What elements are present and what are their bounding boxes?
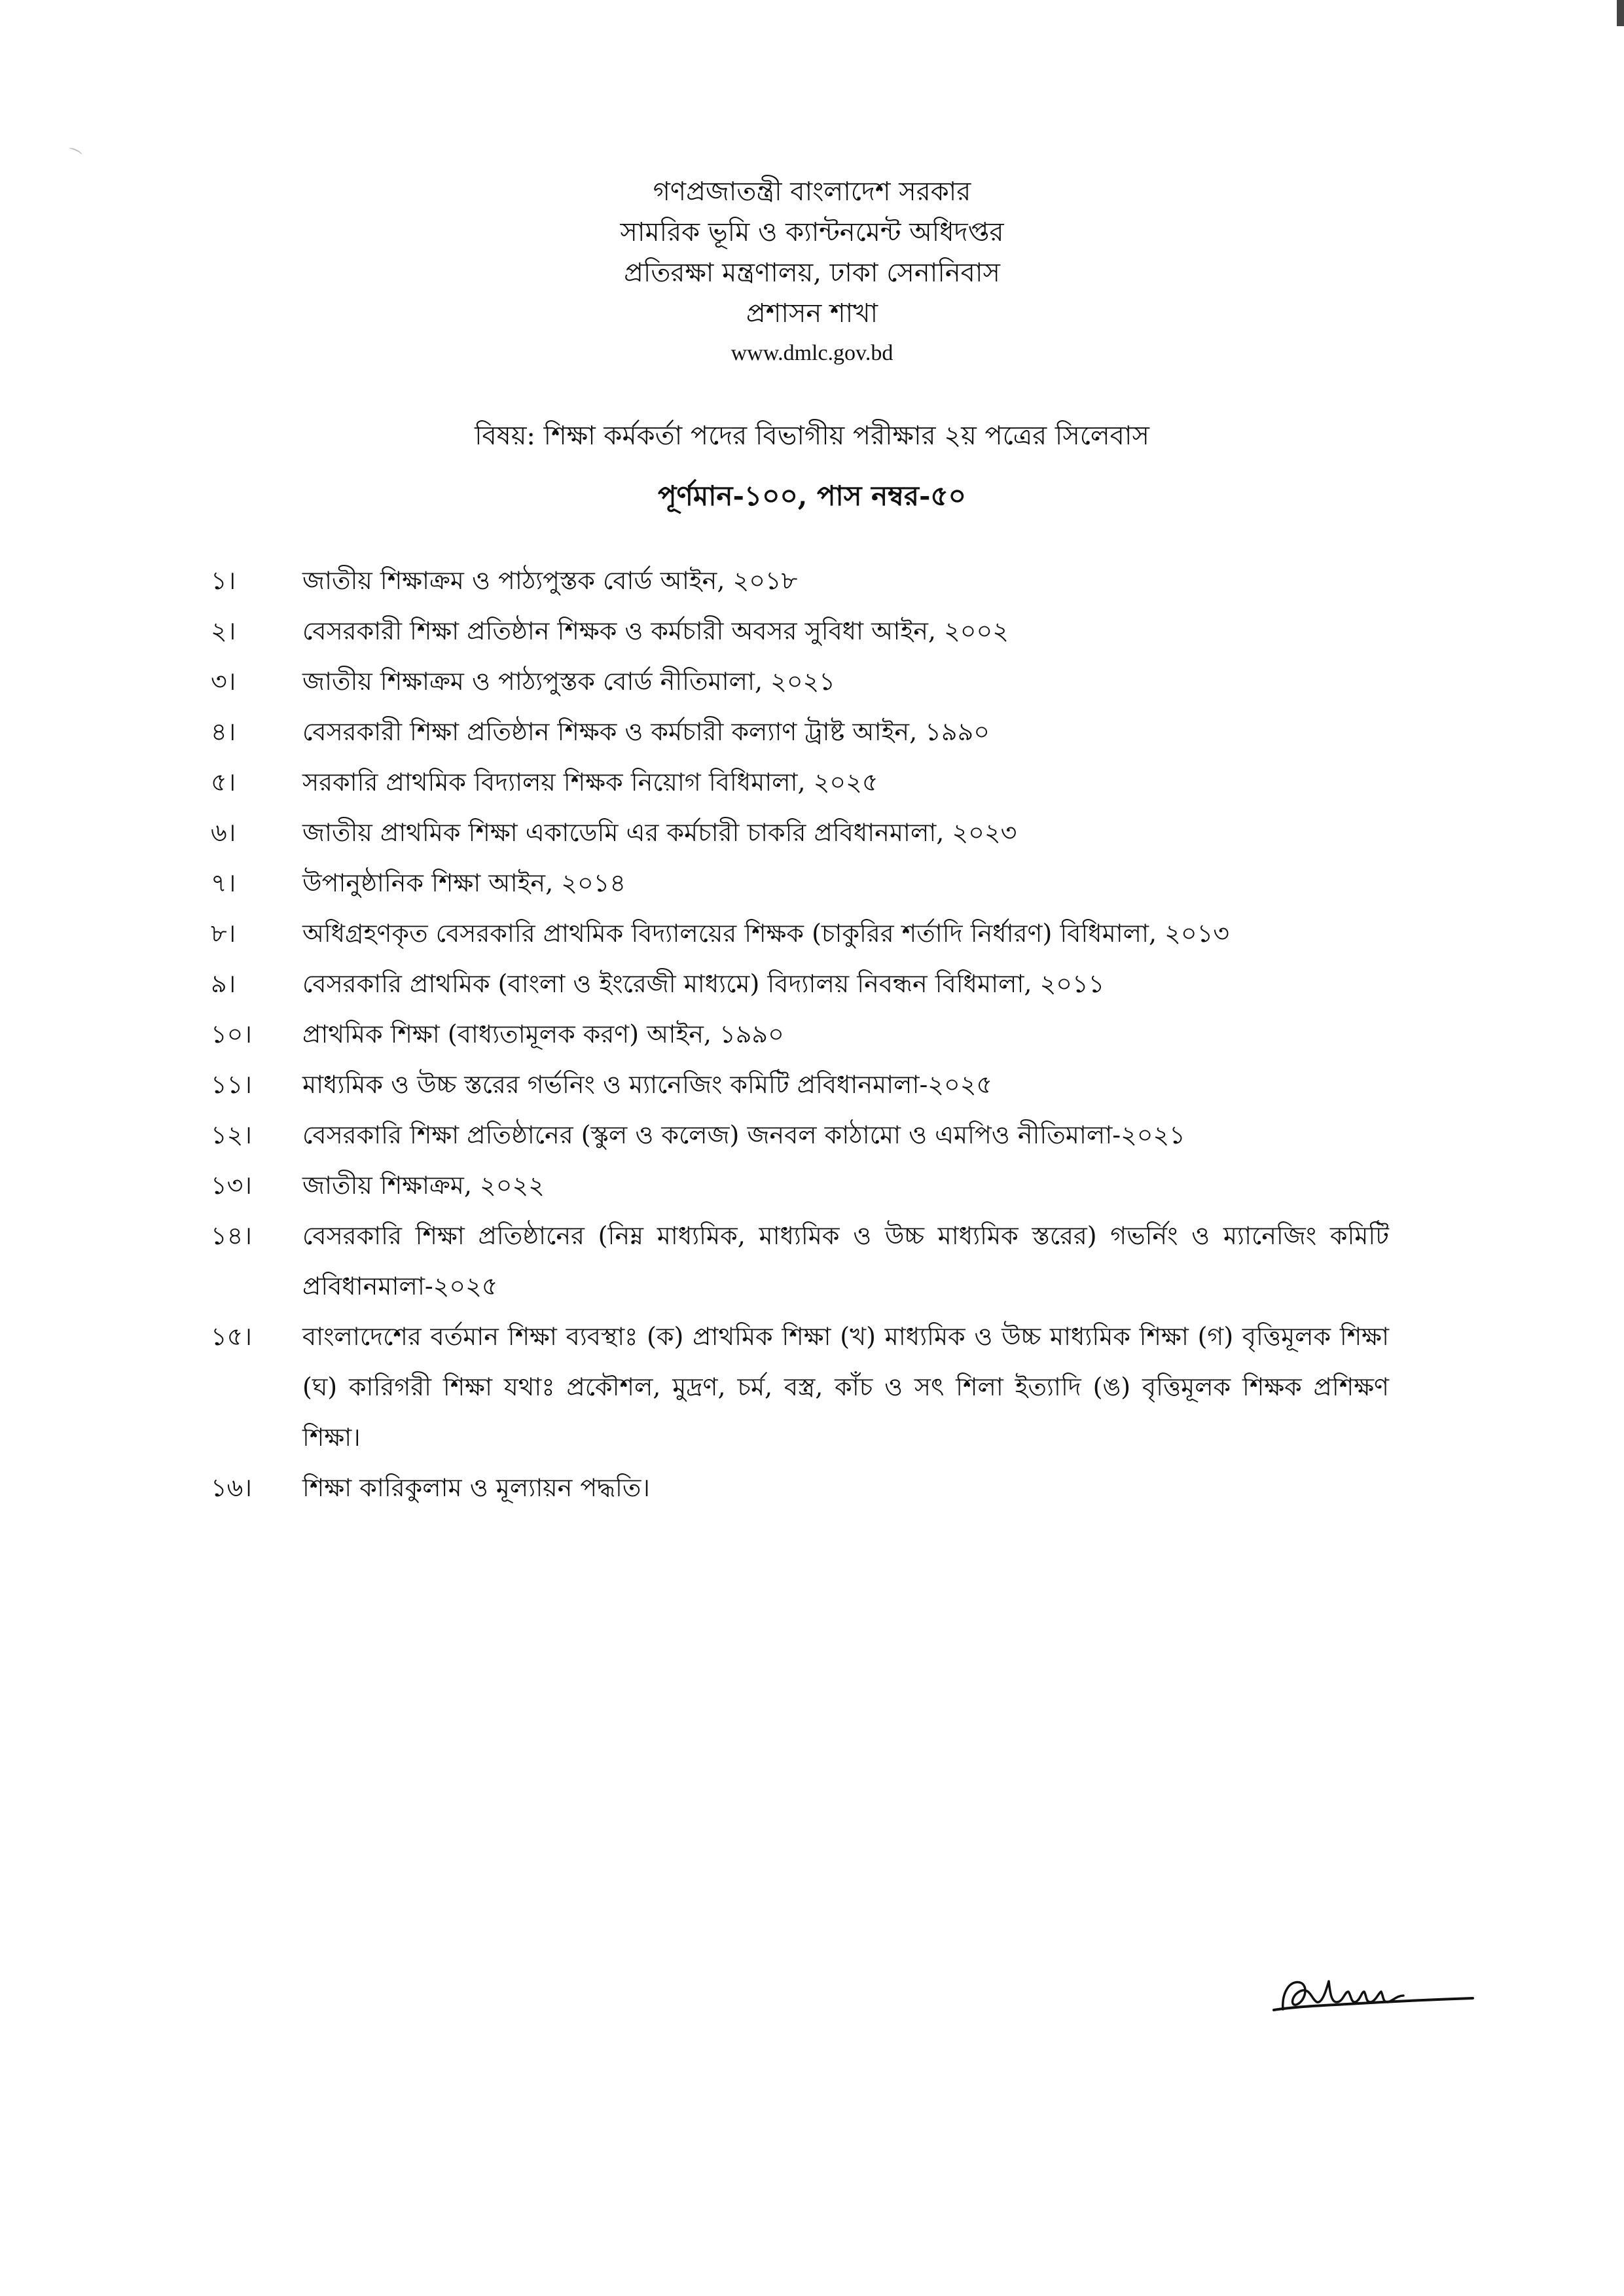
item-number: ৬।	[211, 818, 236, 847]
item-number: ৪।	[211, 717, 236, 746]
subject-line: বিষয়: শিক্ষা কর্মকর্তা পদের বিভাগীয় পরীক্ষার ২য় পত্রের সিলেবাস	[475, 421, 1149, 451]
item-number: ৯।	[211, 969, 236, 998]
item-number: ১২।	[211, 1121, 252, 1149]
ministry-name: প্রতিরক্ষা মন্ত্রণালয়, ঢাকা সেনানিবাস	[624, 258, 1000, 288]
item-number: ১৪।	[211, 1221, 252, 1250]
marks-line: পূর্ণমান-১০০, পাস নম্বর-৫০	[658, 480, 966, 512]
item-number: ১৬।	[211, 1473, 252, 1502]
item-text: সরকারি প্রাথমিক বিদ্যালয় শিক্ষক নিয়োগ বিধিমালা, ২০২৫	[302, 768, 878, 797]
item-text: প্রাথমিক শিক্ষা (বাধ্যতামূলক করণ) আইন, ১৯৯০	[302, 1020, 784, 1049]
item-number: ১৫।	[211, 1322, 252, 1351]
directorate-name: সামরিক ভূমি ও ক্যান্টনমেন্ট অধিদপ্তর	[620, 217, 1004, 247]
item-text: শিক্ষা কারিকুলাম ও মূল্যায়ন পদ্ধতি।	[302, 1473, 651, 1502]
item-number: ১৩।	[211, 1171, 252, 1200]
item-number: ৮।	[211, 919, 236, 948]
item-number: ২।	[211, 617, 236, 645]
item-number: ১০।	[211, 1020, 252, 1049]
item-number: ১১।	[211, 1070, 252, 1099]
government-name: গণপ্রজাতন্ত্রী বাংলাদেশ সরকার	[653, 177, 971, 207]
item-text: মাধ্যমিক ও উচ্চ স্তরের গর্ভনিং ও ম্যানেজিং কমিটি প্রবিধানমালা-২০২৫	[302, 1070, 993, 1099]
item-text: বেসরকারি প্রাথমিক (বাংলা ও ইংরেজী মাধ্যমে) বিদ্যালয় নিবন্ধন বিধিমালা, ২০১১	[302, 969, 1105, 998]
item-text: জাতীয় শিক্ষাক্রম, ২০২২	[302, 1171, 545, 1200]
item-text: বাংলাদেশের বর্তমান শিক্ষা ব্যবস্থাঃ (ক) প্রাথমিক শিক্ষা (খ) মাধ্যমিক ও উচ্চ মাধ্যমিক শিক্ষা (গ) বৃত্তিমূলক শিক্ষা (ঘ) কারিগরী শিক্ষা যথাঃ প্রকৌশল, মুদ্রণ, চর্ম, বস্ত্র, কাঁচ ও সৎ শিলা ইত্যাদি (ঙ) বৃত্তিমূলক শিক্ষক প্রশিক্ষণ শিক্ষা।	[302, 1322, 1389, 1452]
item-text: বেসরকারী শিক্ষা প্রতিষ্ঠান শিক্ষক ও কর্মচারী কল্যাণ ট্রাষ্ট আইন, ১৯৯০	[302, 717, 990, 746]
item-number: ৩।	[211, 667, 236, 696]
item-text: জাতীয় প্রাথমিক শিক্ষা একাডেমি এর কর্মচারী চাকরি প্রবিধানমালা, ২০২৩	[302, 818, 1017, 847]
item-text: জাতীয় শিক্ষাক্রম ও পাঠ্যপুস্তক বোর্ড নীতিমালা, ২০২১	[302, 667, 835, 696]
item-text: বেসরকারি শিক্ষা প্রতিষ্ঠানের (স্কুল ও কলেজ) জনবল কাঠামো ও এমপিও নীতিমালা-২০২১	[302, 1121, 1185, 1149]
signature	[1263, 1954, 1479, 2026]
website-url: www.dmlc.gov.bd	[731, 341, 893, 365]
item-text: উপানুষ্ঠানিক শিক্ষা আইন, ২০১৪	[302, 869, 626, 897]
item-text: অধিগ্রহণকৃত বেসরকারি প্রাথমিক বিদ্যালয়ের শিক্ষক (চাকুরির শর্তাদি নির্ধারণ) বিধিমালা, ২০১৩	[302, 919, 1229, 948]
item-number: ১।	[211, 566, 236, 595]
item-number: ৭।	[211, 869, 236, 897]
item-number: ৫।	[211, 768, 236, 797]
branch-name: প্রশাসন শাখা	[746, 298, 878, 329]
item-text: বেসরকারি শিক্ষা প্রতিষ্ঠানের (নিম্ন মাধ্যমিক, মাধ্যমিক ও উচ্চ মাধ্যমিক স্তরের) গভর্নিং ও ম্যানেজিং কমিটি প্রবিধানমালা-২০২৫	[302, 1221, 1389, 1300]
item-text: জাতীয় শিক্ষাক্রম ও পাঠ্যপুস্তক বোর্ড আইন, ২০১৮	[302, 566, 798, 595]
item-text: বেসরকারী শিক্ষা প্রতিষ্ঠান শিক্ষক ও কর্মচারী অবসর সুবিধা আইন, ২০০২	[302, 617, 1009, 645]
